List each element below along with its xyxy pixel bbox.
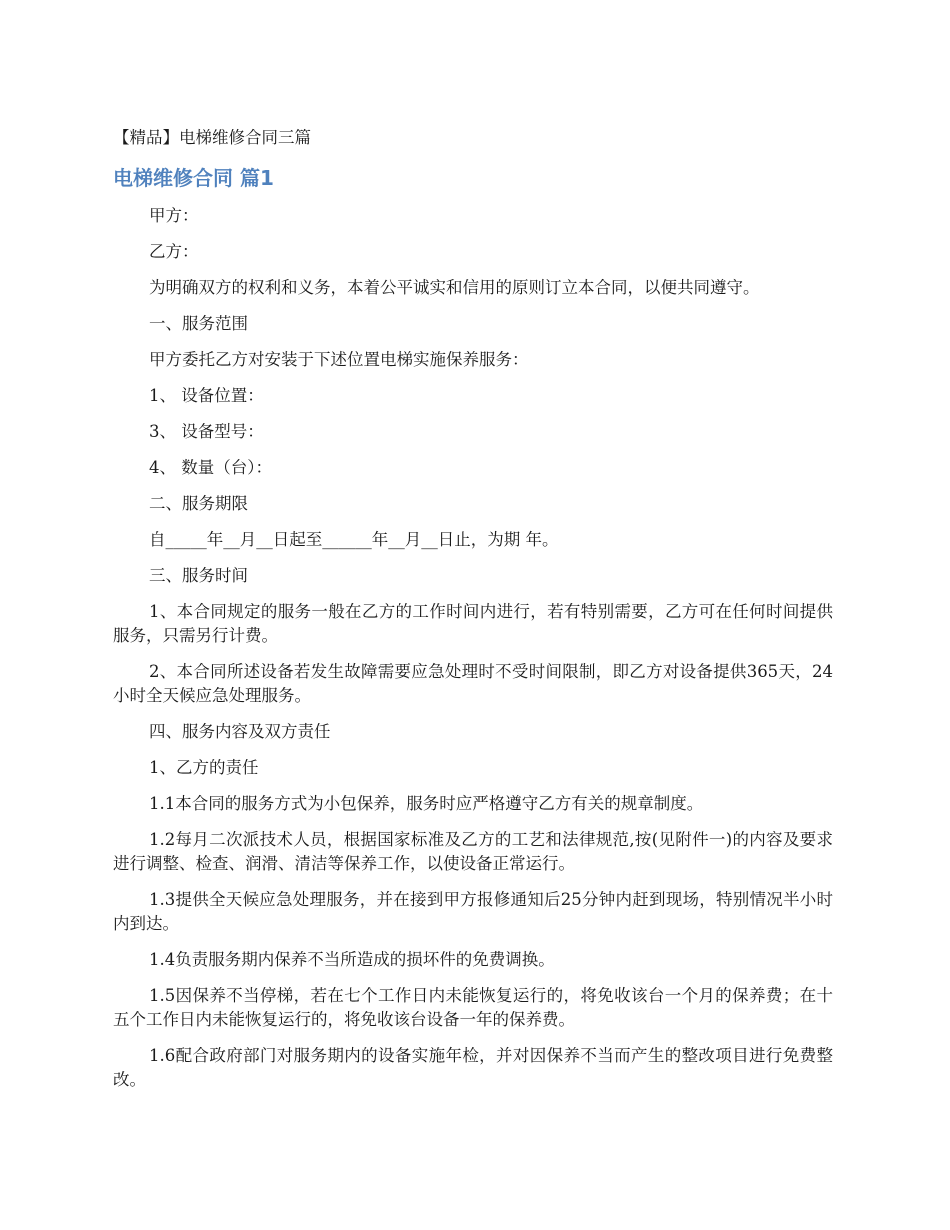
paragraph: 四、服务内容及双方责任	[149, 722, 331, 741]
paragraph: 2、本合同所述设备若发生故障需要应急处理时不受时间限制，即乙方对设备提供365天，24小时全天候应急处理服务。	[113, 662, 833, 705]
paragraph: 1.3提供全天候应急处理服务，并在接到甲方报修通知后25分钟内赶到现场，特别情况半小时内到达。	[113, 890, 833, 933]
document-title: 【精品】电梯维修合同三篇	[113, 128, 311, 147]
paragraph: 1.4负责服务期内保养不当所造成的损坏件的免费调换。	[149, 950, 555, 969]
paragraph: 为明确双方的权利和义务，本着公平诚实和信用的原则订立本合同，以便共同遵守。	[149, 278, 760, 297]
paragraph: 1、 设备位置：	[149, 386, 264, 405]
paragraph: 1.1本合同的服务方式为小包保养，服务时应严格遵守乙方有关的规章制度。	[149, 794, 704, 813]
paragraph: 二、服务期限	[149, 494, 248, 513]
paragraph: 4、 数量（台）：	[149, 458, 272, 477]
paragraph: 1.5因保养不当停梯，若在七个工作日内未能恢复运行的，将免收该台一个月的保养费；在十五个工作日内未能恢复运行的，将免收该台设备一年的保养费。	[113, 986, 833, 1029]
section-heading: 电梯维修合同 篇1	[113, 166, 274, 190]
paragraph: 3、 设备型号：	[149, 422, 264, 441]
paragraph: 1、本合同规定的服务一般在乙方的工作时间内进行，若有特别需要，乙方可在任何时间提供服务，只需另行计费。	[113, 602, 833, 645]
paragraph: 三、服务时间	[149, 566, 248, 585]
paragraph: 1.6配合政府部门对服务期内的设备实施年检，并对因保养不当而产生的整改项目进行免费整改。	[113, 1046, 833, 1089]
paragraph: 1、乙方的责任	[149, 758, 259, 777]
paragraph: 一、服务范围	[149, 314, 248, 333]
paragraph: 乙方：	[149, 242, 199, 261]
document-body	[113, 204, 833, 1104]
paragraph: 甲方：	[149, 206, 199, 225]
paragraph: 甲方委托乙方对安装于下述位置电梯实施保养服务：	[149, 350, 529, 369]
paragraph: 自_____年__月__日起至______年__月__日止，为期 年。	[149, 530, 559, 549]
paragraph: 1.2每月二次派技术人员，根据国家标准及乙方的工艺和法律规范,按(见附件一)的内容及要求进行调整、检查、润滑、清洁等保养工作，以使设备正常运行。	[113, 830, 833, 873]
